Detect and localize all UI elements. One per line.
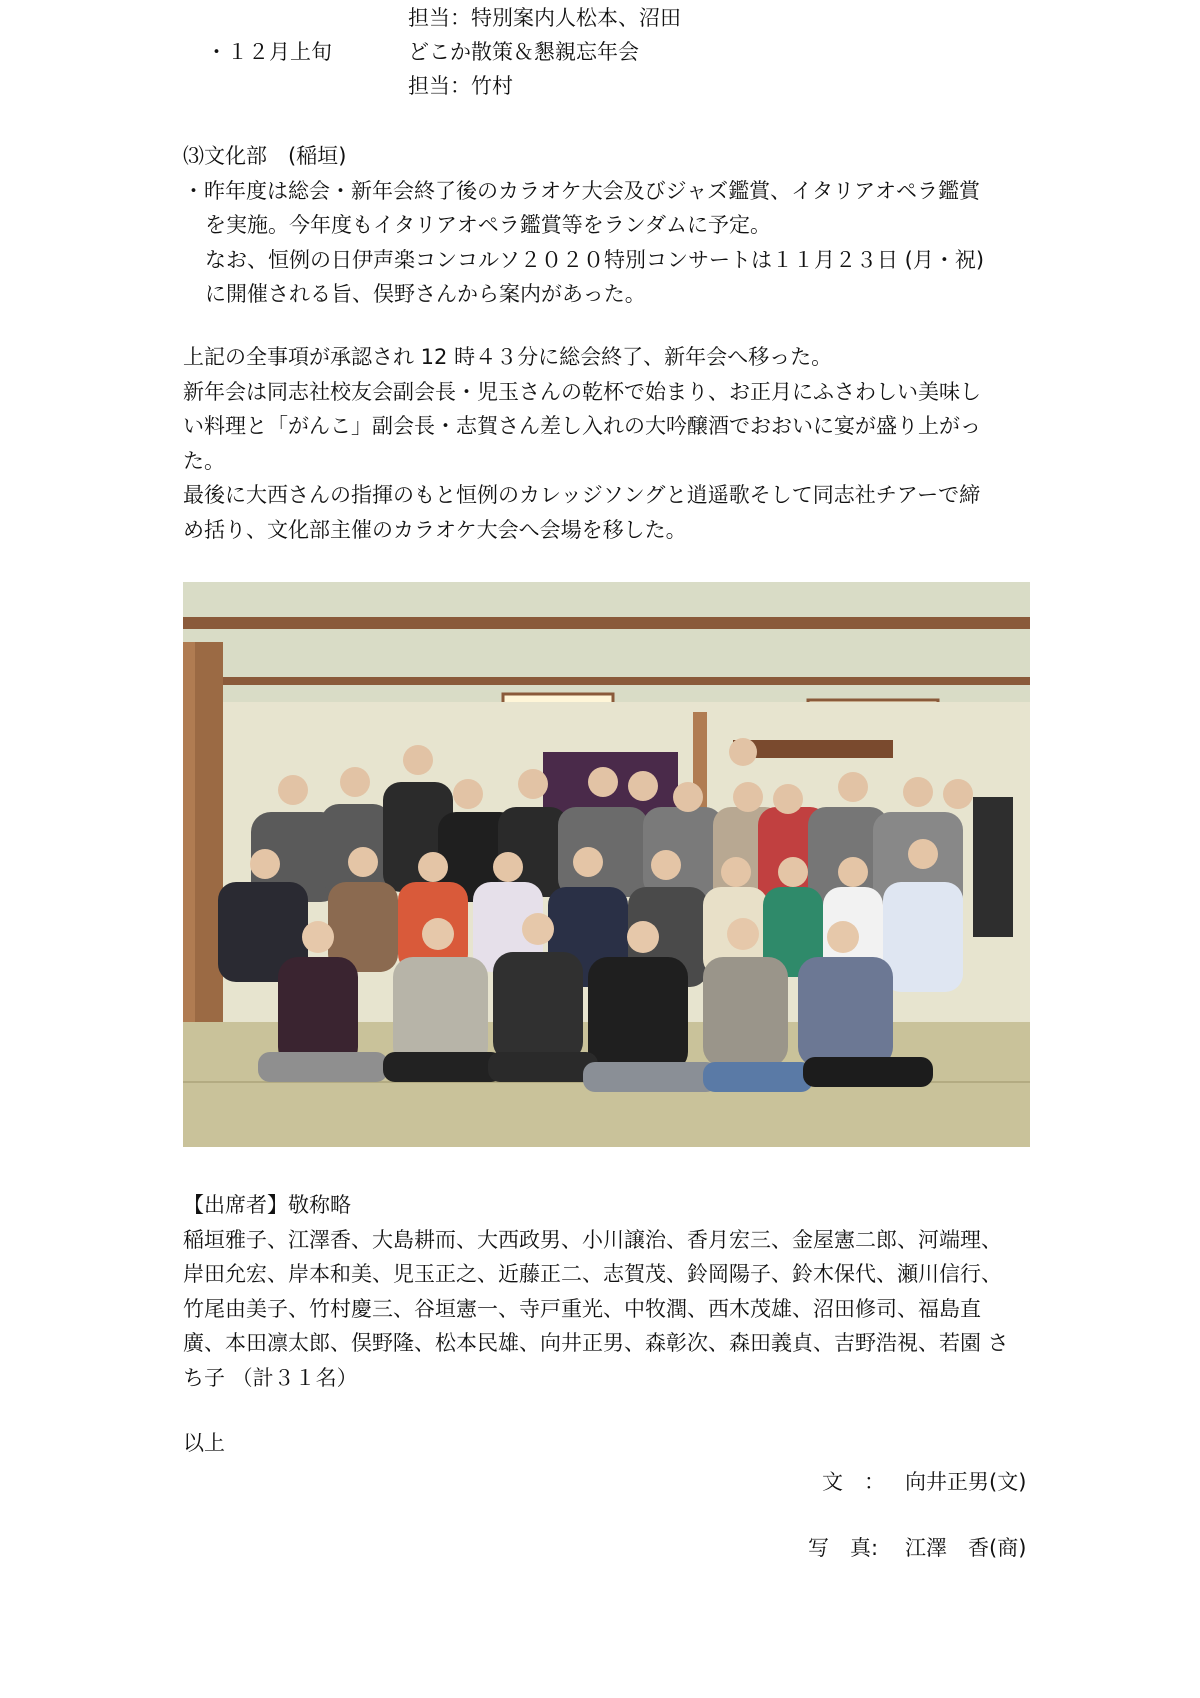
culture-cont-2: なお、恒例の日伊声楽コンコルソ２０２０特別コンサートは１１月２３日 (月・祝) — [205, 247, 985, 272]
schedule-date: ・１２月上旬 — [206, 40, 332, 64]
schedule-assign-line: 担当：特別案内人松本、沼田 — [408, 6, 681, 30]
culture-cont-3: に開催される旨、俣野さんから案内があった。 — [205, 282, 646, 306]
attendees-line-5: ち子 （計３１名） — [183, 1365, 358, 1390]
attendees-line-2: 岸田允宏、岸本和美、児玉正之、近藤正二、志賀茂、鈴岡陽子、鈴木保代、瀬川信行、 — [183, 1262, 1002, 1286]
culture-heading: ⑶文化部 (稲垣) — [183, 144, 347, 168]
culture-section — [183, 139, 1033, 312]
closing-text: 以上 — [183, 1431, 225, 1455]
photo-stand — [973, 797, 1013, 937]
summary-p3-l2: め括り、文化部主催のカラオケ大会へ会場を移した。 — [183, 517, 687, 542]
credit-photo-author: 江澤 香(商) — [905, 1536, 1027, 1560]
culture-bullet: ・昨年度は総会・新年会終了後のカラオケ大会及びジャズ鑑賞、イタリアオペラ鑑賞 — [183, 178, 980, 203]
group-photo — [183, 582, 1030, 1147]
attendees-line-1: 稲垣雅子、江澤香、大島耕而、大西政男、小川譲治、香月宏三、金屋憲二郎、河端理、 — [183, 1227, 1002, 1252]
photo-beam-top — [183, 617, 1030, 629]
schedule-event: どこか散策＆懇親忘年会 — [408, 40, 639, 64]
summary-p1: 上記の全事項が承認され 12 時４３分に総会終了、新年会へ移った。 — [183, 345, 833, 369]
credit-photo-label: 写 真: — [808, 1536, 879, 1560]
summary-section — [183, 340, 1033, 547]
photo-wall-vent — [733, 740, 893, 758]
photo-beam-mid — [203, 677, 1030, 685]
schedule-assign-line-2: 担当：竹村 — [408, 74, 513, 98]
culture-cont-1: を実施。今年度もイタリアオペラ鑑賞等をランダムに予定。 — [205, 213, 771, 237]
photo-pillar-left-2 — [195, 642, 223, 1062]
summary-p3-l1: 最後に大西さんの指揮のもと恒例のカレッジソングと逍遥歌そして同志社チアーで締 — [183, 483, 981, 507]
attendees-line-3: 竹尾由美子、竹村慶三、谷垣憲一、寺戸重光、中牧潤、西木茂雄、沼田修司、福島直 — [183, 1296, 981, 1321]
attendees-line-4: 廣、本田凛太郎、俣野隆、松本民雄、向井正男、森彰次、森田義貞、吉野浩視、若園 さ — [183, 1331, 1009, 1355]
photo-pillar-left — [183, 642, 197, 1062]
summary-p2-l3: た。 — [183, 448, 225, 473]
credit-text-label: 文 ： — [822, 1470, 885, 1494]
attendees-section — [183, 1188, 1033, 1395]
attendees-heading: 【出席者】敬称略 — [183, 1193, 351, 1217]
summary-p2-l1: 新年会は同志社校友会副会長・児玉さんの乾杯で始まり、お正月にふさわしい美味し — [183, 379, 981, 404]
credit-text-author: 向井正男(文) — [905, 1470, 1027, 1494]
summary-p2-l2: い料理と「がんこ」副会長・志賀さん差し入れの大吟醸酒でおおいに宴が盛り上がっ — [183, 414, 981, 438]
